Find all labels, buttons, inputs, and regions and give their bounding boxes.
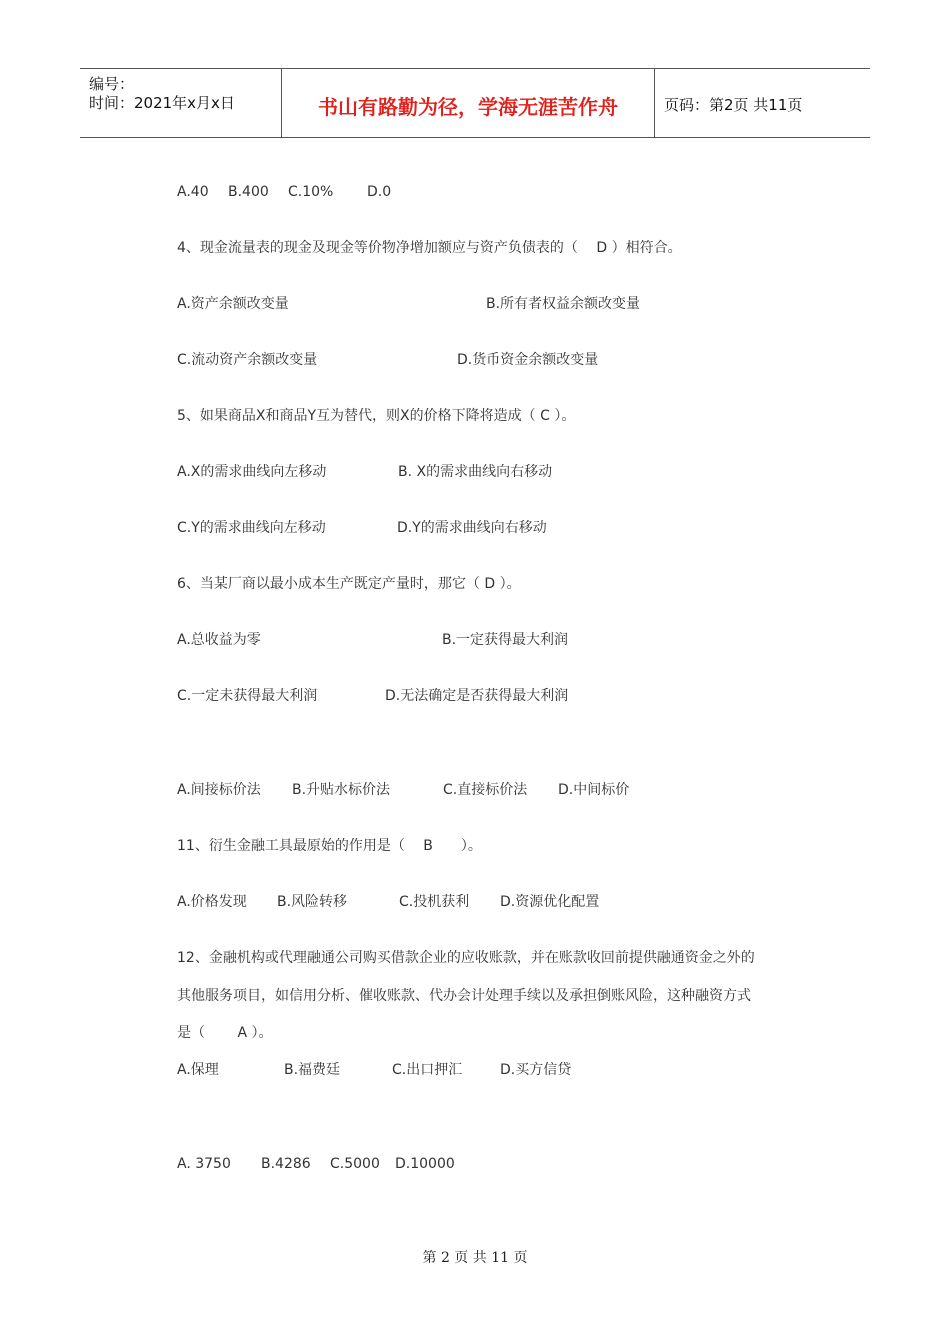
q5-option-c: C.Y的需求曲线向左移动 bbox=[177, 520, 326, 536]
header-meta-cell bbox=[80, 69, 282, 137]
q3-option-b: B.400 bbox=[228, 184, 269, 200]
q5-option-a: A.X的需求曲线向左移动 bbox=[177, 464, 327, 480]
q13-option-b: B.4286 bbox=[261, 1156, 311, 1172]
q12-text-line2: 其他服务项目，如信用分析、催收账款、代办会计处理手续以及承担倒账风险，这种融资方式 bbox=[177, 988, 751, 1004]
q11-option-b: B.风险转移 bbox=[277, 894, 348, 910]
q11-option-a: A.价格发现 bbox=[177, 894, 247, 910]
q11-option-d: D.资源优化配置 bbox=[500, 894, 600, 910]
q12-option-b: B.福费廷 bbox=[284, 1062, 341, 1078]
page-info: 页码：第2页 共11页 bbox=[664, 96, 803, 114]
q6-option-b: B.一定获得最大利润 bbox=[442, 632, 569, 648]
time-label: 时间：2021年x月x日 bbox=[89, 94, 235, 112]
q13-option-c: C.5000 bbox=[330, 1156, 380, 1172]
q3-option-a: A.40 bbox=[177, 184, 209, 200]
q6-option-a: A.总收益为零 bbox=[177, 632, 261, 648]
q5-option-b: B. X的需求曲线向右移动 bbox=[398, 464, 553, 480]
motto: 书山有路勤为径，学海无涯苦作舟 bbox=[318, 95, 618, 119]
q12-option-c: C.出口押汇 bbox=[392, 1062, 463, 1078]
q4-option-a: A.资产余额改变量 bbox=[177, 296, 289, 312]
q10-option-a: A.间接标价法 bbox=[177, 782, 261, 798]
q4-option-d: D.货币资金余额改变量 bbox=[457, 352, 599, 368]
q6-option-d: D.无法确定是否获得最大利润 bbox=[385, 688, 569, 704]
q13-option-a: A. 3750 bbox=[177, 1156, 231, 1172]
page-header bbox=[80, 68, 870, 138]
q13-option-d: D.10000 bbox=[395, 1156, 455, 1172]
q10-option-b: B.升贴水标价法 bbox=[292, 782, 391, 798]
q6-option-c: C.一定未获得最大利润 bbox=[177, 688, 318, 704]
q5-text: 5、如果商品X和商品Y互为替代，则X的价格下降将造成（ C ）。 bbox=[177, 408, 576, 424]
q12-text-line1: 12、金融机构或代理融通公司购买借款企业的应收账款，并在账款收回前提供融通资金之外的 bbox=[177, 950, 755, 966]
header-motto-cell bbox=[282, 69, 655, 137]
q12-text-line3: 是（ A ）。 bbox=[177, 1025, 273, 1041]
header-page-cell bbox=[655, 69, 870, 137]
q10-option-c: C.直接标价法 bbox=[443, 782, 528, 798]
q4-text: 4、现金流量表的现金及现金等价物净增加额应与资产负债表的（ D ）相符合。 bbox=[177, 240, 682, 256]
q3-option-c: C.10% bbox=[288, 184, 334, 200]
q4-option-b: B.所有者权益余额改变量 bbox=[486, 296, 641, 312]
q10-option-d: D.中间标价 bbox=[558, 782, 630, 798]
q12-option-a: A.保理 bbox=[177, 1062, 219, 1078]
q12-option-d: D.买方信贷 bbox=[500, 1062, 572, 1078]
q6-text: 6、当某厂商以最小成本生产既定产量时，那它（ D ）。 bbox=[177, 576, 521, 592]
number-label: 编号： bbox=[89, 75, 135, 93]
q4-option-c: C.流动资产余额改变量 bbox=[177, 352, 318, 368]
q11-text: 11、衍生金融工具最原始的作用是（ B ）。 bbox=[177, 838, 482, 854]
q5-option-d: D.Y的需求曲线向右移动 bbox=[397, 520, 547, 536]
q11-option-c: C.投机获利 bbox=[399, 894, 470, 910]
q3-option-d: D.0 bbox=[367, 184, 392, 200]
page-footer: 第 2 页 共 11 页 bbox=[422, 1250, 528, 1266]
